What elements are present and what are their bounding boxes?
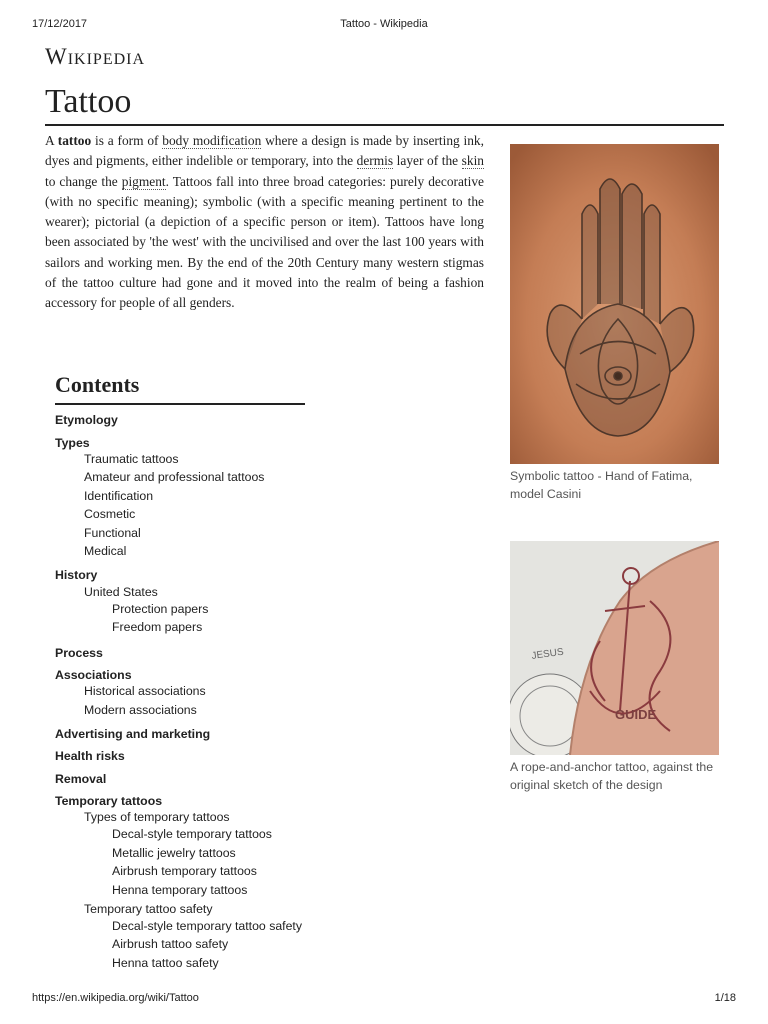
toc-item-health-risks[interactable]: Health risks <box>55 749 125 763</box>
toc-item-decal-safety[interactable]: Decal-style temporary tattoo safety <box>112 919 302 933</box>
article-intro <box>45 131 484 314</box>
link-dermis[interactable]: dermis <box>356 153 394 169</box>
toc-item-traumatic-tattoos[interactable]: Traumatic tattoos <box>84 452 179 466</box>
intro-text: layer of the <box>393 153 462 169</box>
anchor-illustration <box>510 541 719 755</box>
anchor-tattoo-photo[interactable] <box>510 541 719 755</box>
link-pigment[interactable]: pigment <box>121 173 166 189</box>
toc-item-temporary-safety[interactable]: Temporary tattoo safety <box>84 902 213 916</box>
toc-item-identification[interactable]: Identification <box>84 489 154 503</box>
toc-item-process[interactable]: Process <box>55 646 103 660</box>
toc-item-freedom-papers[interactable]: Freedom papers <box>112 620 203 634</box>
toc-item-henna-safety[interactable]: Henna tattoo safety <box>112 956 219 970</box>
wikipedia-wordmark: Wikipedia <box>45 44 146 69</box>
intro-text: where a design is made by inserting ink, dyes and pigments, either indelible or temporary, into the <box>45 133 484 169</box>
toc-item-medical[interactable]: Medical <box>84 544 127 558</box>
toc-item-removal[interactable]: Removal <box>55 772 107 786</box>
toc-item-etymology[interactable]: Etymology <box>55 413 118 427</box>
toc-item-history[interactable]: History <box>55 568 98 582</box>
toc-item-protection-papers[interactable]: Protection papers <box>112 602 209 616</box>
sketch-text-jesus: JESUS <box>530 646 565 662</box>
toc-item-functional[interactable]: Functional <box>84 526 141 540</box>
toc-item-united-states[interactable]: United States <box>84 585 158 599</box>
intro-text: . Tattoos fall into three broad categories: purely decorative (with no specific meaning); symbolic (with a specific meaning pertinent to the wearer); pictorial (a depiction of a specific person or item). Tattoos have long been associated by 'the west' with the uncivilised and over the last 100 years with sailors and working men. By the end of the 20th Century many western stigmas of the tattoo culture had gone and it moved into the realm of being a fashion accessory for people of all genders. <box>45 173 484 311</box>
figure-anchor <box>510 541 719 794</box>
figure-caption: A rope-and-anchor tattoo, against the original sketch of the design <box>510 760 714 792</box>
toc-item-airbrush-safety[interactable]: Airbrush tattoo safety <box>112 937 229 951</box>
figure-hamsa <box>510 144 719 503</box>
hamsa-illustration <box>510 144 719 464</box>
toc-item-airbrush-temporary[interactable]: Airbrush temporary tattoos <box>112 864 257 878</box>
intro-bold-term: tattoo <box>57 133 92 148</box>
toc-item-associations[interactable]: Associations <box>55 668 132 682</box>
tattoo-text-guide: GUIDE <box>615 707 657 722</box>
link-skin[interactable]: skin <box>461 153 484 169</box>
figure-caption: Symbolic tattoo - Hand of Fatima, model Casini <box>510 469 693 501</box>
toc-item-metallic-jewelry[interactable]: Metallic jewelry tattoos <box>112 846 236 860</box>
intro-text: is a form of <box>91 133 163 148</box>
toc-item-decal-style[interactable]: Decal-style temporary tattoos <box>112 827 272 841</box>
wikipedia-logo[interactable] <box>45 44 145 70</box>
page-title: Tattoo <box>45 82 724 126</box>
print-page-title: Tattoo - Wikipedia <box>340 18 428 30</box>
contents-heading: Contents <box>55 370 305 405</box>
toc-item-modern-associations[interactable]: Modern associations <box>84 703 197 717</box>
toc-item-henna-temporary[interactable]: Henna temporary tattoos <box>112 883 248 897</box>
print-date: 17/12/2017 <box>32 18 88 30</box>
print-url: https://en.wikipedia.org/wiki/Tattoo <box>32 992 199 1004</box>
link-body-modification[interactable]: body modification <box>162 133 262 148</box>
toc-item-types[interactable]: Types <box>55 436 90 450</box>
toc-item-amateur-professional[interactable]: Amateur and professional tattoos <box>84 470 265 484</box>
toc-item-historical-associations[interactable]: Historical associations <box>84 684 206 698</box>
toc-item-temporary-tattoos[interactable]: Temporary tattoos <box>55 794 163 808</box>
toc-item-types-of-temporary[interactable]: Types of temporary tattoos <box>84 810 230 824</box>
toc-item-cosmetic[interactable]: Cosmetic <box>84 507 136 521</box>
hamsa-tattoo-photo[interactable] <box>510 144 719 464</box>
table-of-contents <box>55 370 305 970</box>
print-page-number: 1/18 <box>714 992 736 1004</box>
intro-text: A <box>45 133 58 148</box>
toc-item-advertising-marketing[interactable]: Advertising and marketing <box>55 727 211 741</box>
intro-text: to change the <box>45 173 122 189</box>
